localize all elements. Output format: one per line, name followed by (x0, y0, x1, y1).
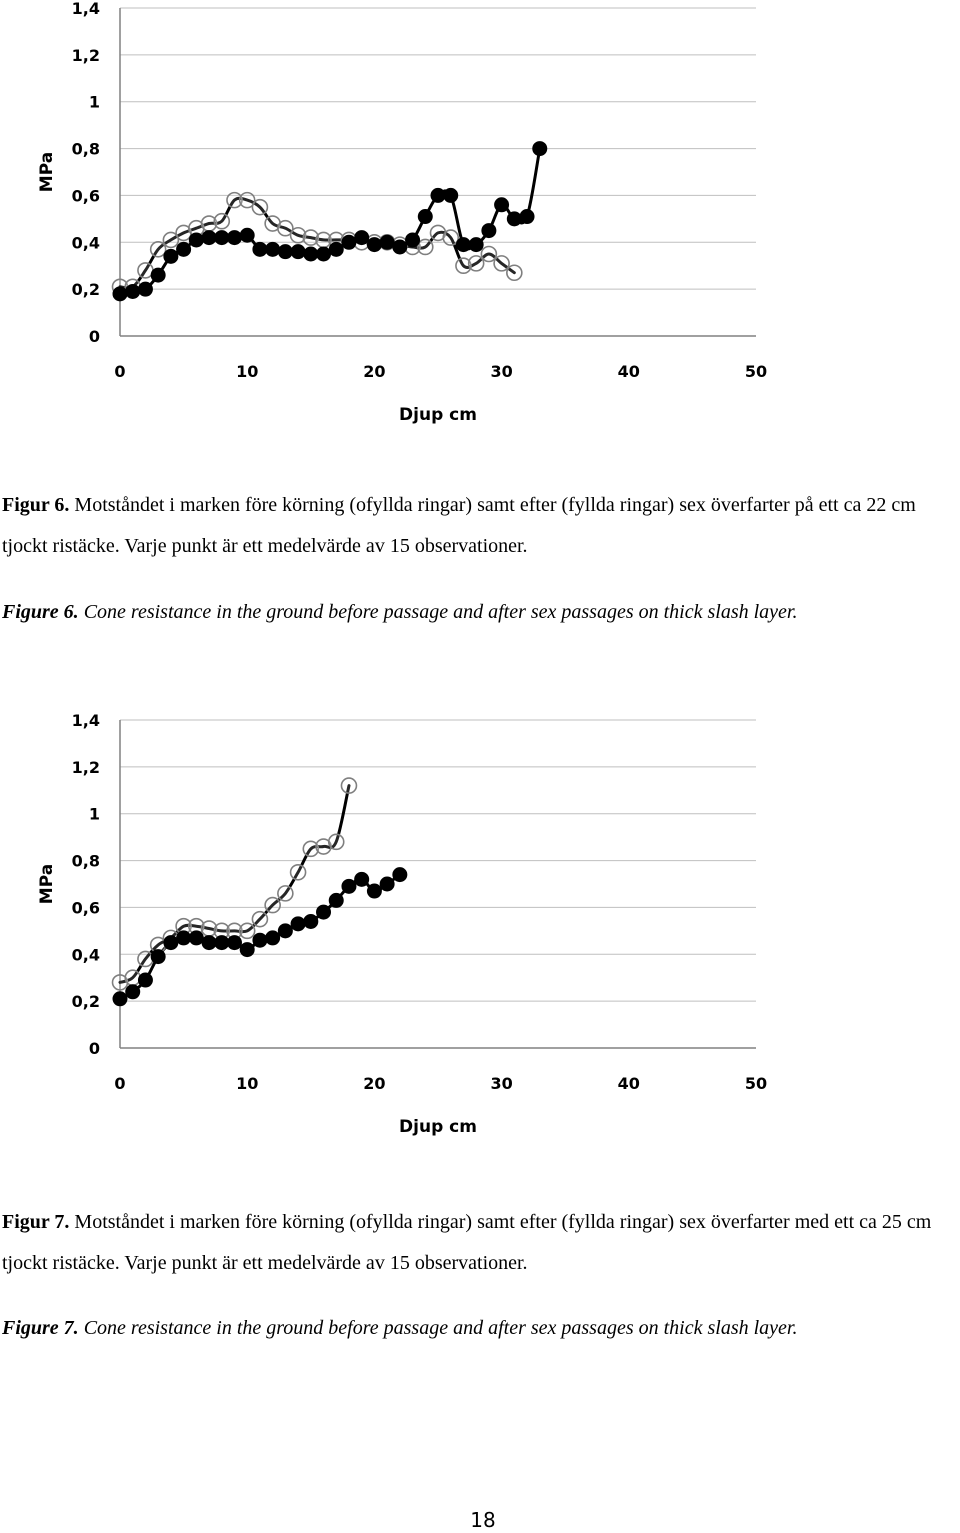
data-point-open (138, 951, 153, 966)
caption-figure-6-english (2, 592, 960, 633)
x-tick-label: 40 (617, 1074, 640, 1093)
data-point-open (252, 912, 267, 927)
data-point-open (240, 923, 255, 938)
data-point-filled (126, 985, 140, 999)
data-point-open (151, 242, 166, 257)
y-tick-label: 1,2 (71, 45, 100, 65)
caption-label: Figure 6. (2, 601, 79, 623)
data-point-open (418, 239, 433, 254)
data-point-filled (151, 268, 165, 282)
caption-label: Figur 7. (2, 1211, 70, 1233)
gridlines (120, 720, 756, 1001)
data-point-filled (240, 228, 254, 242)
data-point-filled (520, 210, 534, 224)
data-point-filled (304, 914, 318, 928)
data-point-filled (266, 931, 280, 945)
data-point-filled (138, 973, 152, 987)
data-point-filled (444, 188, 458, 202)
x-tick-label: 50 (744, 1074, 768, 1093)
data-point-filled (202, 231, 216, 245)
data-point-open (125, 970, 140, 985)
data-point-filled (291, 245, 305, 259)
data-point-filled (151, 950, 165, 964)
data-point-filled (418, 210, 432, 224)
x-tick-label: 30 (490, 1074, 513, 1093)
data-point-filled (278, 245, 292, 259)
y-tick-label: 0,2 (71, 992, 100, 1012)
data-point-filled (469, 238, 483, 252)
data-point-filled (355, 872, 369, 886)
data-point-filled (266, 242, 280, 256)
data-point-open (469, 256, 484, 271)
data-point-filled (431, 188, 445, 202)
data-point-filled (126, 284, 140, 298)
y-axis-label: MPa (37, 151, 57, 193)
series-line-2 (120, 149, 540, 294)
data-point-filled (329, 893, 343, 907)
data-point-filled (177, 931, 191, 945)
data-point-filled (278, 924, 292, 938)
data-point-filled (253, 242, 267, 256)
data-point-filled (215, 936, 229, 950)
y-tick-label: 0,2 (71, 280, 100, 300)
data-point-open (443, 230, 458, 245)
data-point-open (329, 834, 344, 849)
data-point-open (265, 898, 280, 913)
data-point-filled (304, 247, 318, 261)
y-tick-label: 1,4 (71, 0, 100, 18)
y-tick-label: 0,6 (71, 898, 100, 918)
y-tick-label: 0,8 (71, 851, 100, 871)
x-tick-label: 30 (490, 362, 513, 381)
x-axis-label: Djup cm (399, 405, 477, 425)
data-point-open (252, 200, 267, 215)
data-point-filled (533, 142, 547, 156)
series-1-markers (113, 778, 357, 990)
gridlines (120, 8, 756, 289)
data-point-open (214, 214, 229, 229)
data-point-filled (355, 231, 369, 245)
data-point-open (481, 247, 496, 262)
y-tick-label: 1,4 (71, 712, 100, 730)
data-point-filled (317, 247, 331, 261)
x-tick-label: 20 (363, 362, 386, 381)
x-tick-label: 0 (114, 1074, 126, 1093)
data-point-filled (177, 242, 191, 256)
y-tick-label: 1,2 (71, 757, 100, 777)
x-axis-label: Djup cm (399, 1117, 477, 1137)
data-point-filled (113, 992, 127, 1006)
y-tick-label: 0 (88, 1039, 100, 1058)
data-point-open (278, 886, 293, 901)
x-tick-label: 50 (744, 362, 768, 381)
data-point-filled (138, 282, 152, 296)
data-point-filled (482, 224, 496, 238)
y-axis-label: MPa (37, 863, 57, 905)
data-point-filled (164, 249, 178, 263)
data-point-open (341, 778, 356, 793)
data-point-filled (456, 238, 470, 252)
data-point-filled (189, 233, 203, 247)
data-point-filled (393, 240, 407, 254)
y-tick-label: 1 (88, 92, 100, 112)
caption-label: Figur 6. (2, 494, 70, 516)
data-point-filled (240, 943, 254, 957)
data-point-filled (189, 931, 203, 945)
caption-figure-6-swedish (2, 485, 960, 567)
data-point-filled (393, 868, 407, 882)
caption-text: Motståndet i marken före körning (ofyllda ringar) samt efter (fyllda ringar) sex överfarter med ett ca 25 cm tjockt ristäcke. Varje punkt är ett medelvärde av 15 observationer. (2, 1211, 932, 1274)
data-point-filled (380, 235, 394, 249)
data-point-filled (507, 212, 521, 226)
y-tick-label: 1 (88, 804, 100, 824)
caption-text: Cone resistance in the ground before passage and after sex passages on thick slash layer. (78, 601, 798, 623)
data-point-filled (227, 936, 241, 950)
chart-figure-7 (0, 712, 960, 1152)
data-point-filled (329, 242, 343, 256)
data-point-filled (342, 879, 356, 893)
x-tick-label: 10 (236, 1074, 259, 1093)
data-point-open (494, 256, 509, 271)
x-tick-label: 20 (363, 1074, 386, 1093)
caption-text: Cone resistance in the ground before passage and after sex passages on thick slash layer. (78, 1317, 798, 1339)
caption-figure-7-swedish (2, 1202, 960, 1284)
data-point-filled (113, 287, 127, 301)
chart-figure-6 (0, 0, 960, 440)
page-number: 18 (470, 1508, 496, 1532)
data-point-filled (164, 936, 178, 950)
x-tick-label: 10 (236, 362, 259, 381)
y-tick-label: 0 (88, 327, 100, 346)
data-point-filled (367, 238, 381, 252)
y-tick-label: 0,6 (71, 186, 100, 206)
caption-label: Figure 7. (2, 1317, 79, 1339)
y-tick-label: 0,4 (71, 945, 100, 965)
data-point-open (291, 865, 306, 880)
data-point-filled (291, 917, 305, 931)
y-tick-label: 0,8 (71, 139, 100, 159)
caption-text: Motståndet i marken före körning (ofyllda ringar) samt efter (fyllda ringar) sex överfarter på ett ca 22 cm tjockt ristäcke. Varje punkt är ett medelvärde av 15 observationer. (2, 494, 916, 557)
data-point-filled (342, 235, 356, 249)
data-point-open (507, 265, 522, 280)
data-point-filled (367, 884, 381, 898)
data-point-filled (215, 231, 229, 245)
data-point-filled (253, 933, 267, 947)
data-point-filled (406, 233, 420, 247)
data-point-filled (380, 877, 394, 891)
x-tick-label: 40 (617, 362, 640, 381)
data-point-filled (227, 231, 241, 245)
series-2-markers (113, 142, 547, 301)
data-point-filled (495, 198, 509, 212)
x-tick-label: 0 (114, 362, 126, 381)
y-tick-label: 0,4 (71, 233, 100, 253)
data-point-filled (317, 905, 331, 919)
data-point-filled (202, 936, 216, 950)
caption-figure-7-english (2, 1308, 960, 1349)
